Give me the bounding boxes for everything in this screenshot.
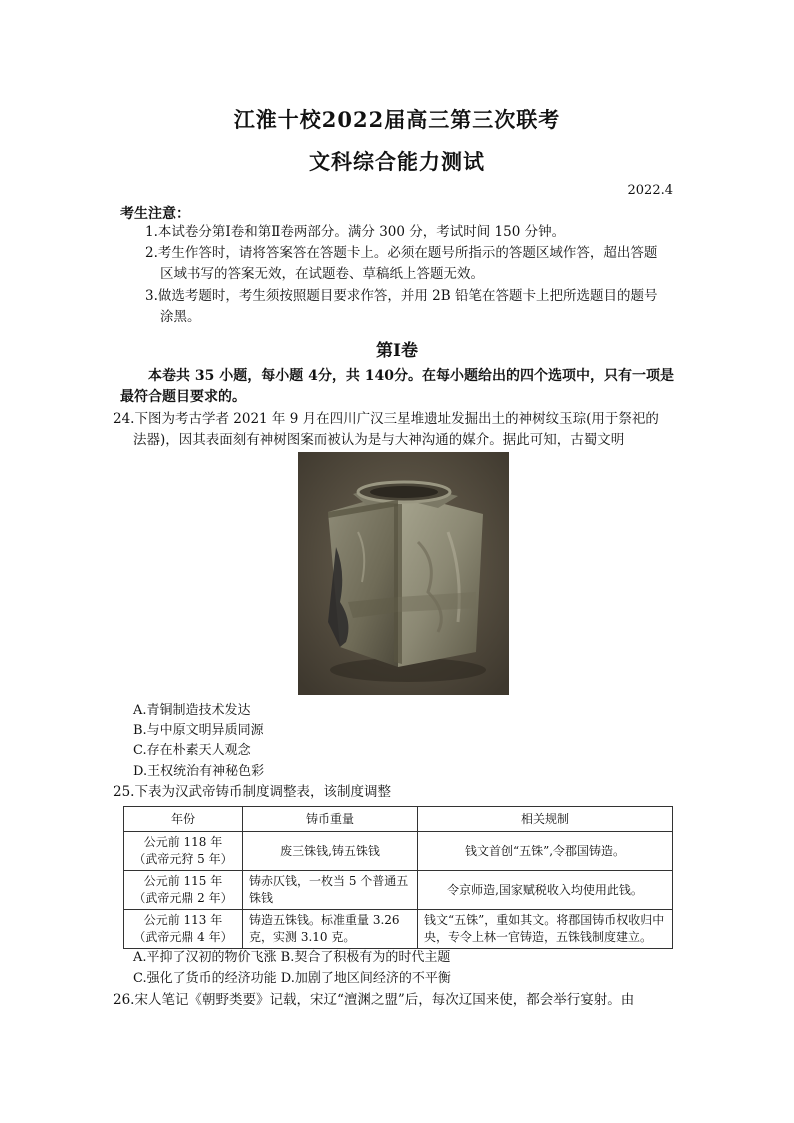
coinage-table: [123, 806, 673, 949]
year-line: 公元前 113 年: [143, 913, 223, 927]
table-cell-weight: 废三铢钱,铸五铢钱: [243, 832, 418, 871]
table-cell-rule: 令京师造,国家赋税收入均使用此钱。: [418, 871, 673, 910]
exam-date: 2022.4: [627, 183, 673, 198]
question-26: 26.宋人笔记《朝野类要》记载，宋辽“澶渊之盟”后，每次辽国来使，都会举行宴射。由: [113, 992, 635, 1008]
notice-item-text: 本试卷分第Ⅰ卷和第Ⅱ卷两部分。满分 300 分，考试时间 150 分钟。: [157, 224, 566, 240]
notice-item-text: 考生作答时，请将答案答在答题卡上。必须在题号所指示的答题区域作答，超出答题: [157, 245, 658, 261]
table-cell-rule: 钱文“五铢”，重如其文。将郡国铸币权收归中央，专令上林一官铸造，五铢钱制度建立。: [418, 910, 673, 949]
notice-item-text-cont: 涂黑。: [160, 309, 201, 325]
question-24-option-c[interactable]: C.存在朴素天人观念: [133, 743, 251, 758]
table-header: 铸币重量: [243, 807, 418, 832]
question-24: [113, 409, 683, 451]
notice-item-text-cont: 区域书写的答案无效，在试题卷、草稿纸上答题无效。: [160, 266, 484, 282]
jade-cong-illustration: [298, 452, 509, 695]
table-cell-rule: 钱文首创“五铢”,令郡国铸造。: [418, 832, 673, 871]
question-24-line1: 24.下图为考古学者 2021 年 9 月在四川广汉三星堆遗址发掘出土的神树纹玉琮(用于祭祀的: [113, 411, 659, 427]
table-header: 年份: [124, 807, 243, 832]
year-line: 公元前 118 年: [143, 835, 223, 849]
section-title: 第Ⅰ卷: [376, 341, 418, 361]
exam-subtitle: 文科综合能力测试: [309, 149, 485, 174]
notice-item-num: 1.: [145, 224, 158, 240]
year-line: （武帝元鼎 4 年）: [133, 930, 233, 944]
question-24-option-b[interactable]: B.与中原文明异质同源: [133, 723, 264, 738]
question-25-options-cd[interactable]: C.强化了货币的经济功能 D.加剧了地区间经济的不平衡: [133, 971, 451, 986]
year-line: 公元前 115 年: [143, 874, 223, 888]
question-24-option-a[interactable]: A.青铜制造技术发达: [133, 703, 251, 718]
table-cell-year: [124, 832, 243, 871]
notice-item-text: 做选考题时，考生须按照题目要求作答，并用 2B 铅笔在答题卡上把所选题目的题号: [157, 288, 658, 304]
question-25-stem: 25.下表为汉武帝铸币制度调整表，该制度调整: [113, 784, 391, 800]
table-cell-year: [124, 871, 243, 910]
notice-item-2: [145, 243, 680, 285]
table-header-row: [124, 807, 673, 832]
notice-item-num: 2.: [145, 245, 158, 261]
table-cell-weight: 铸赤仄钱，一枚当 5 个普通五铢钱: [243, 871, 418, 910]
table-row: [124, 871, 673, 910]
table-row: [124, 910, 673, 949]
notice-item-3: [145, 286, 680, 328]
table-cell-weight: 铸造五铢钱。标准重量 3.26 克，实测 3.10 克。: [243, 910, 418, 949]
question-24-line2: 法器)，因其表面刻有神树图案而被认为是与大神沟通的媒介。据此可知，古蜀文明: [133, 432, 625, 448]
notice-heading: 考生注意：: [120, 206, 190, 222]
exam-title: 江淮十校2022届高三第三次联考: [233, 107, 561, 132]
table-cell-year: [124, 910, 243, 949]
notice-item-1: [145, 222, 680, 243]
jade-cong-photo: [298, 452, 509, 695]
question-25-options-ab[interactable]: A.平抑了汉初的物价飞涨 B.契合了积极有为的时代主题: [133, 950, 451, 965]
table-row: [124, 832, 673, 871]
table-header: 相关规制: [418, 807, 673, 832]
notice-item-num: 3.: [145, 288, 158, 304]
section-intro: 本卷共 35 小题，每小题 4分，共 140分。在每小题给出的四个选项中，只有一项是最符合题目要求的。: [120, 368, 674, 405]
year-line: （武帝元鼎 2 年）: [133, 891, 233, 905]
question-24-option-d[interactable]: D.王权统治有神秘色彩: [133, 764, 265, 779]
year-line: （武帝元狩 5 年）: [133, 852, 233, 866]
